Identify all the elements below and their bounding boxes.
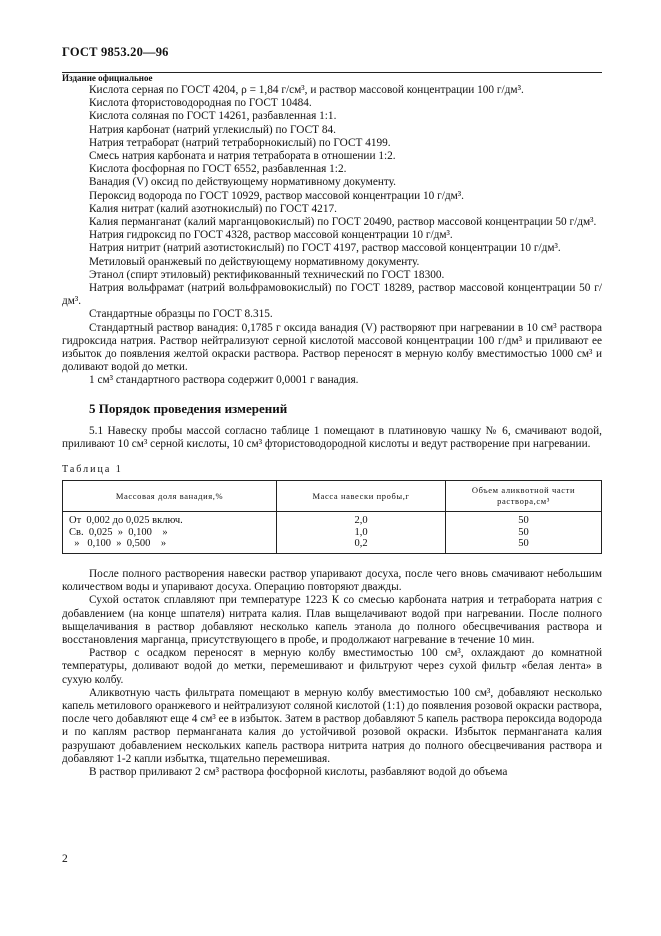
section-5-title: 5 Порядок проведения измерений (89, 400, 288, 416)
table-cell: 1,0 (277, 527, 446, 539)
page-content (62, 84, 602, 779)
reagent-item: Этанол (спирт этиловый) ректификованный технический по ГОСТ 18300. (89, 268, 445, 281)
reagent-item: Калия перманганат (калий марганцовокислый) по ГОСТ 20490, раствор массовой концентрации 50 г/дм³. (89, 216, 597, 229)
reagent-item: Натрия вольфрамат (натрий вольфрамовокислый) по ГОСТ 18289, раствор массовой концентрации 50 г/дм³. (62, 282, 602, 308)
table-cell: 0,2 (277, 538, 446, 553)
table-header-cell: Масса навески пробы,г (277, 481, 446, 512)
official-edition-label: Издание официальное (62, 73, 153, 83)
table-cell: 50 (446, 512, 602, 527)
table-1 (62, 480, 602, 554)
reagent-item: Стандартные образцы по ГОСТ 8.315. (89, 308, 273, 321)
table-cell: 50 (446, 538, 602, 553)
procedure-paragraph: После полного растворения навески раствор упаривают досуха, после чего вновь смачивают небольшим количеством воды и упаривают досуха. Операцию повторяют дважды. (62, 567, 602, 594)
reagent-item: Ванадия (V) оксид по действующему нормативному документу. (89, 176, 397, 189)
procedure-paragraphs (62, 568, 602, 779)
table-header-cell: Объем аликвотной части раствора,см³ (446, 481, 602, 512)
document-header: ГОСТ 9853.20—96 (62, 45, 169, 59)
table-row (63, 512, 602, 527)
reagent-item: 1 см³ стандартного раствора содержит 0,0001 г ванадия. (89, 374, 359, 387)
reagent-item: Кислота фтористоводородная по ГОСТ 10484. (89, 97, 312, 110)
reagent-item: Кислота соляная по ГОСТ 14261, разбавленная 1:1. (89, 110, 337, 123)
procedure-paragraph: В раствор приливают 2 см³ раствора фосфорной кислоты, разбавляют водой до объема (89, 766, 508, 779)
table-row (63, 527, 602, 539)
table-cell: От 0,002 до 0,025 включ. (63, 512, 277, 527)
reagent-item: Смесь натрия карбоната и натрия тетрабората в отношении 1:2. (89, 150, 396, 163)
paragraph-5-1: 5.1 Навеску пробы массой согласно таблице 1 помещают в платиновую чашку № 6, смачивают водой, приливают 10 см³ серной кислоты, 10 см³ фтористоводородной кислоты и ведут растворение при нагревании. (62, 424, 602, 451)
reagent-item: Натрия тетраборат (натрий тетраборнокислый) по ГОСТ 4199. (89, 136, 391, 149)
reagent-item: Пероксид водорода по ГОСТ 10929, раствор массовой концентрации 10 г/дм³. (89, 189, 464, 202)
table-cell: 50 (446, 527, 602, 539)
reagents-list (62, 84, 602, 388)
table-header-row (63, 481, 602, 512)
page-number: 2 (62, 853, 68, 865)
reagent-item: Кислота серная по ГОСТ 4204, ρ = 1,84 г/см³, и раствор массовой концентрации 100 г/дм³. (89, 84, 524, 96)
procedure-paragraph: Раствор с осадком переносят в мерную колбу вместимостью 100 см³, охлаждают до комнатной температуры, доливают водой до метки, перемешивают и фильтруют через сухой фильтр «белая лента» в сухую колбу. (62, 647, 602, 686)
table-caption: Таблица 1 (62, 464, 123, 476)
reagent-item: Натрия гидроксид по ГОСТ 4328, раствор массовой концентрации 10 г/дм³. (89, 229, 453, 242)
reagent-item: Метиловый оранжевый по действующему нормативному документу. (89, 255, 420, 268)
procedure-paragraph: Аликвотную часть фильтрата помещают в мерную колбу вместимостью 100 см³, добавляют несколько капель метилового оранжевого и нейтрализуют соляной кислотой (1:1) до появления розовой окраски раствора, после чего добавляют еще 4 см³ ее в избыток. Затем в раствор добавляют 5 капель раствора пероксида водорода и по каплям раствор перманганата калия до устойчивой розовой окраски. Избыток перманганата калия разрушают добавлением нескольких капель раствора нитрита натрия до полного обесцвечивания раствора и добавляют 1-2 капли избытка, тщательно перемешивая. (62, 686, 602, 765)
reagent-item: Калия нитрат (калий азотнокислый) по ГОСТ 4217. (89, 202, 337, 215)
table-cell: Св. 0,025 » 0,100 » (63, 527, 277, 539)
reagent-item: Стандартный раствор ванадия: 0,1785 г оксида ванадия (V) растворяют при нагревании в 10 см³ раствора гидроксида натрия. Раствор нейтрализуют серной кислотой массовой концентрации 100 г/дм³ и приливают ее избыток до появления желтой окраски раствора. Раствор переносят в мерную колбу вместимостью 1000 см³ и доливают водой до метки. (62, 321, 602, 374)
reagent-item: Натрия нитрит (натрий азотистокислый) по ГОСТ 4197, раствор массовой концентрации 10 г/дм³. (89, 242, 561, 255)
procedure-paragraph: Сухой остаток сплавляют при температуре 1223 К со смесью карбоната натрия и тетрабората натрия с добавлением (на конце шпателя) нитрата калия. Плав выщелачивают водой при нагревании. После полного выщелачивания в раствор добавляют несколько капель этанола до полного обесцвечивания раствора и восстановления марганца, присутствующего в пробе, и продолжают нагревание в течение 10 мин. (62, 594, 602, 646)
table-cell: » 0,100 » 0,500 » (63, 538, 277, 553)
table-cell: 2,0 (277, 512, 446, 527)
table-header-cell: Массовая доля ванадия,% (63, 481, 277, 512)
reagent-item: Натрия карбонат (натрий углекислый) по ГОСТ 84. (89, 123, 336, 136)
reagent-item: Кислота фосфорная по ГОСТ 6552, разбавленная 1:2. (89, 163, 347, 176)
table-row (63, 538, 602, 553)
